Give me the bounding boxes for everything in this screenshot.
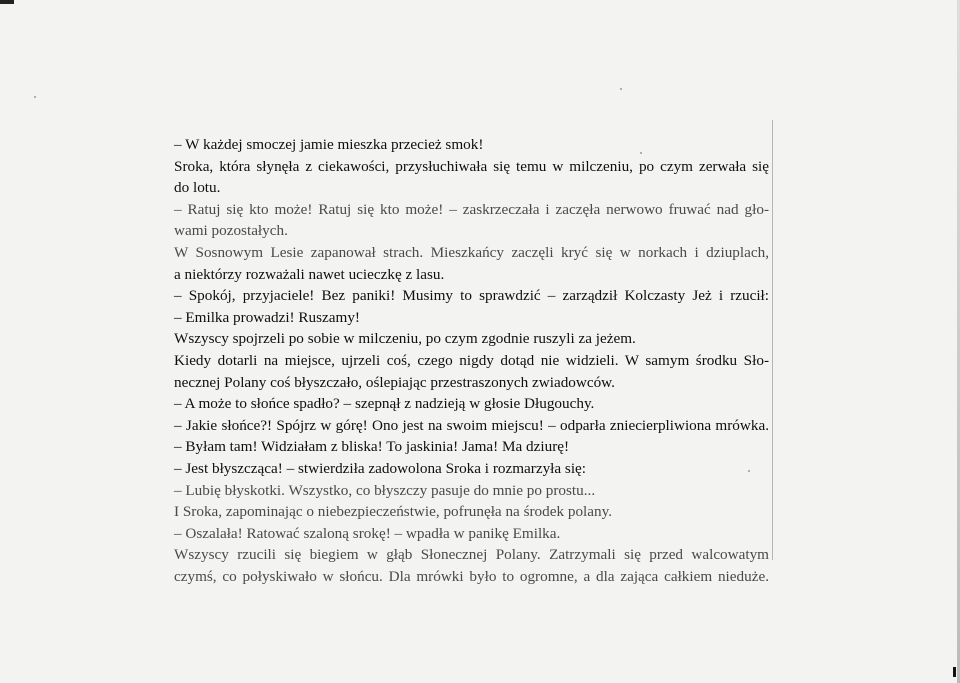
story-line: – Lubię błyskotki. Wszystko, co błyszczy pasuje do mnie po prostu...: [174, 481, 596, 499]
scan-corner-mark: [953, 667, 956, 677]
margin-line: [772, 120, 773, 560]
story-line: W Sosnowym Lesie zapanował strach. Mieszkańcy zaczęli kryć się w norkach i dziuplach,: [174, 243, 769, 261]
scan-speck: [34, 96, 36, 98]
story-line: – Emilka prowadzi! Ruszamy!: [174, 308, 360, 326]
story-line: wami pozostałych.: [174, 222, 288, 240]
story-line: – Spokój, przyjaciele! Bez paniki! Musimy to sprawdzić – zarządził Kolczasty Jeż i rzucił:: [174, 287, 769, 305]
story-line: – Ratuj się kto może! Ratuj się kto może! – zaskrzeczała i zaczęła nerwowo fruwać nad gło-: [174, 200, 769, 218]
story-line: Sroka, która słynęła z ciekawości, przysłuchiwała się temu w milczeniu, po czym zerwała się: [174, 157, 769, 175]
story-line: – A może to słońce spadło? – szepnął z nadzieją w głosie Długouchy.: [174, 395, 595, 413]
story-line: – Byłam tam! Widziałam z bliska! To jaskinia! Jama! Ma dziurę!: [174, 438, 570, 456]
story-line: – Jakie słońce?! Spójrz w górę! Ono jest na swoim miejscu! – odparła zniecierpliwiona mrówka.: [174, 416, 769, 434]
story-line: – Jest błyszcząca! – stwierdziła zadowolona Sroka i rozmarzyła się:: [174, 459, 587, 477]
story-line: czymś, co połyskiwało w słońcu. Dla mrówki było to ogromne, a dla zająca całkiem nieduże.: [174, 567, 769, 585]
story-line: – Oszalała! Ratować szaloną srokę! – wpadła w panikę Emilka.: [174, 524, 561, 542]
story-text: [174, 134, 769, 587]
story-line: I Sroka, zapominając o niebezpieczeństwie, pofrunęła na środek polany.: [174, 503, 613, 521]
story-line: necznej Polany coś błyszczało, oślepiając przestraszonych zwiadowców.: [174, 373, 615, 391]
story-line: Wszyscy spojrzeli po sobie w milczeniu, po czym zgodnie ruszyli za jeżem.: [174, 330, 636, 348]
scan-edge-mark: [0, 0, 14, 4]
scan-speck: [620, 88, 622, 90]
story-line: Kiedy dotarli na miejsce, ujrzeli coś, czego nigdy dotąd nie widzieli. W samym środku Sło-: [174, 351, 769, 369]
story-line: a niektórzy rozważali nawet ucieczkę z lasu.: [174, 265, 445, 283]
story-line: Wszyscy rzucili się biegiem w głąb Słonecznej Polany. Zatrzymali się przed walcowatym: [174, 546, 769, 564]
story-line: do lotu.: [174, 179, 221, 197]
story-line: – W każdej smoczej jamie mieszka przecież smok!: [174, 136, 484, 153]
